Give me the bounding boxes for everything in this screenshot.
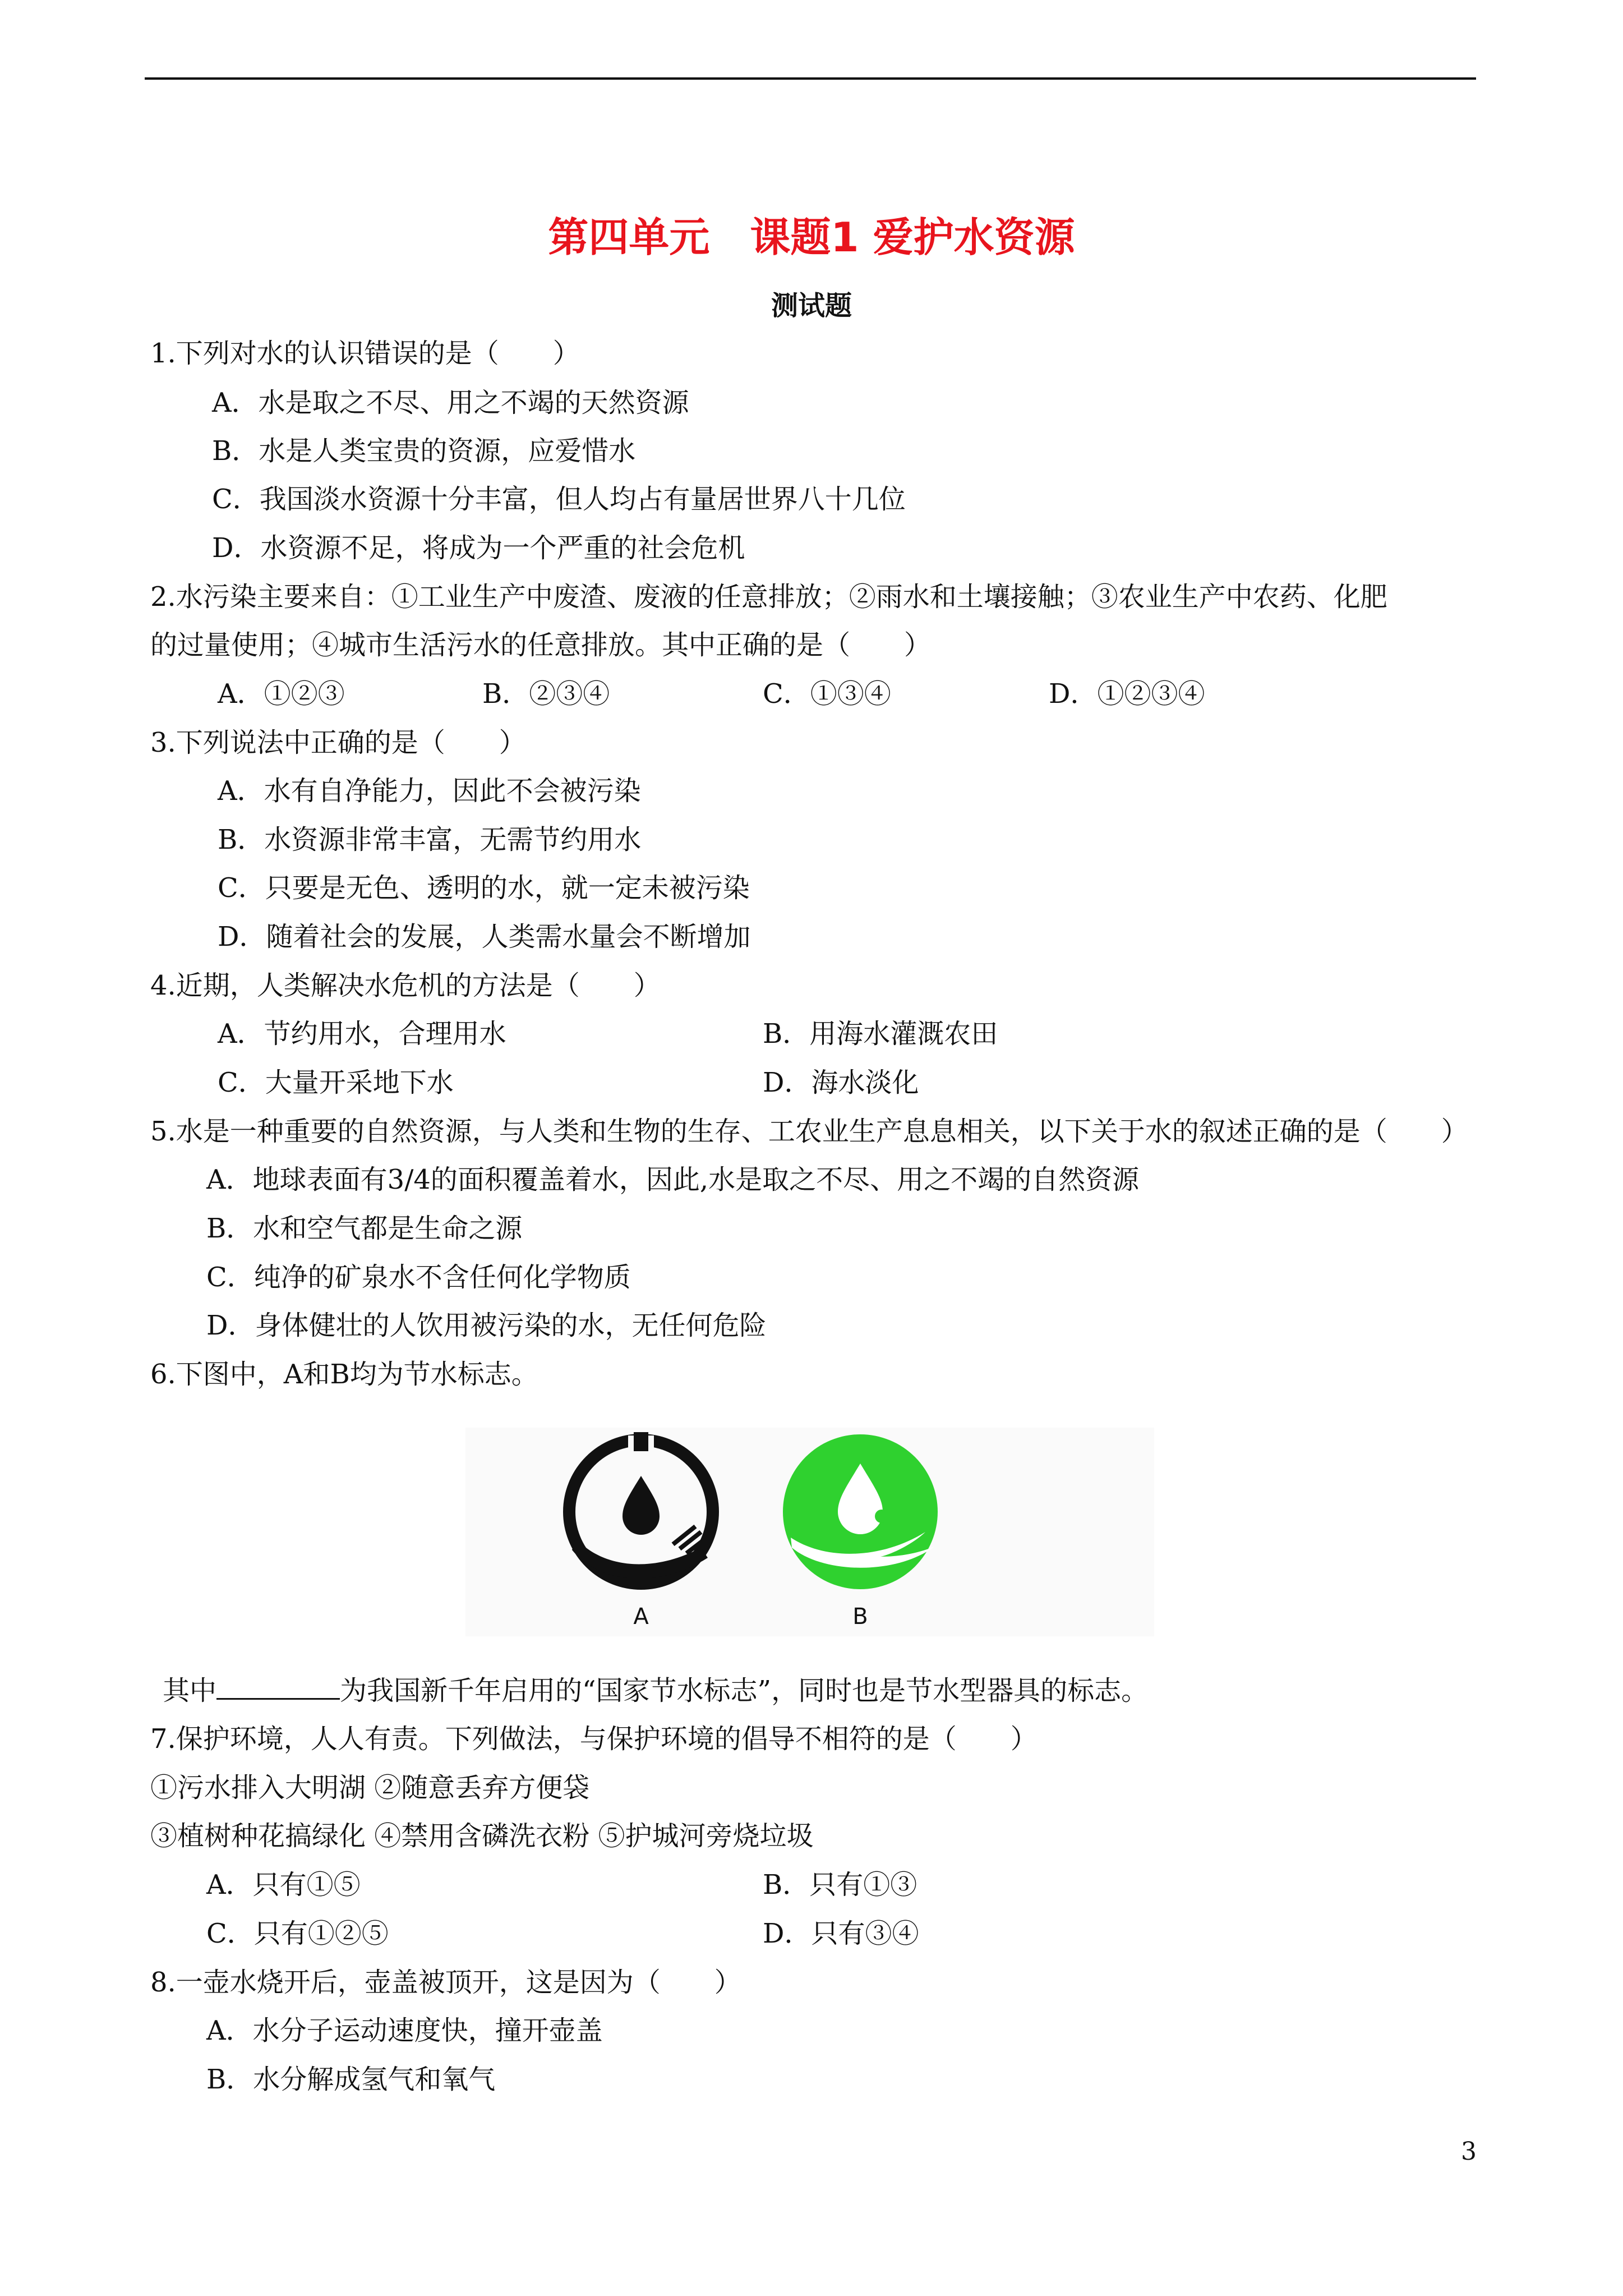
- q2-stem-line1: 2.水污染主要来自：①工业生产中废渣、废液的任意排放；②雨水和土壤接触；③农业生产中农药、化肥: [150, 581, 1387, 613]
- logo-a-label: A: [633, 1604, 649, 1630]
- q8-option-b: B．水分解成氢气和氧气: [206, 2064, 496, 2095]
- q1-option-c: C．我国淡水资源十分丰富，但人均占有量居世界八十几位: [212, 484, 906, 515]
- q8-stem: 8.一壶水烧开后，壶盖被顶开，这是因为（ ）: [150, 1967, 741, 1998]
- q2-option-c: C．①③④: [763, 678, 891, 710]
- q1-option-b: B．水是人类宝贵的资源，应爱惜水: [212, 435, 636, 467]
- q3-option-d: D．随着社会的发展，人类需水量会不断增加: [218, 921, 751, 953]
- q4-stem: 4.近期，人类解决水危机的方法是（ ）: [150, 970, 661, 1001]
- q7-items-line2: ③植树种花搞绿化 ④禁用含磷洗衣粉 ⑤护城河旁烧垃圾: [150, 1820, 814, 1852]
- q6-fill-after: 为我国新千年启用的“国家节水标志”，同时也是节水型器具的标志。: [340, 1675, 1149, 1706]
- q7-option-a: A．只有①⑤: [206, 1869, 361, 1901]
- q2-stem-line2: 的过量使用；④城市生活污水的任意排放。其中正确的是（ ）: [150, 629, 932, 661]
- q7-items-line1: ①污水排入大明湖 ②随意丢弃方便袋: [150, 1772, 590, 1803]
- q2-option-b: B．②③④: [482, 678, 610, 710]
- q8-option-a: A．水分子运动速度快，撞开壶盖: [206, 2015, 603, 2046]
- q6-fill-before: 其中: [163, 1675, 217, 1706]
- q7-option-b: B．只有①③: [763, 1869, 917, 1901]
- q4-option-d: D．海水淡化: [763, 1067, 919, 1098]
- q4-option-b: B．用海水灌溉农田: [763, 1018, 998, 1050]
- header-rule: [145, 77, 1476, 80]
- q7-option-d: D．只有③④: [763, 1918, 919, 1949]
- q5-option-c: C．纯净的矿泉水不含任何化学物质: [206, 1262, 631, 1293]
- logo-b-icon: [783, 1434, 938, 1589]
- q3-option-b: B．水资源非常丰富，无需节约用水: [218, 824, 642, 855]
- q5-option-d: D．身体健壮的人饮用被污染的水，无任何危险: [206, 1310, 767, 1341]
- q6-answer-blank[interactable]: [216, 1673, 340, 1700]
- q6-stem: 6.下图中，A和B均为节水标志。: [150, 1359, 538, 1390]
- q1-option-d: D．水资源不足，将成为一个严重的社会危机: [212, 532, 745, 564]
- q3-option-c: C．只要是无色、透明的水，就一定未被污染: [218, 872, 750, 904]
- q7-stem: 7.保护环境，人人有责。下列做法，与保护环境的倡导不相符的是（ ）: [150, 1723, 1038, 1755]
- water-saving-logos-figure: [465, 1428, 1154, 1636]
- logos-svg: [465, 1428, 1154, 1636]
- q7-option-c: C．只有①②⑤: [206, 1918, 389, 1949]
- page-subtitle: 测试题: [771, 290, 852, 321]
- q1-stem: 1.下列对水的认识错误的是（ ）: [150, 338, 580, 369]
- q2-option-a: A．①②③: [218, 678, 345, 710]
- q2-option-d: D．①②③④: [1049, 678, 1205, 710]
- q5-option-b: B．水和空气都是生命之源: [206, 1213, 523, 1244]
- logo-a-icon: [569, 1432, 713, 1584]
- logo-b-label: B: [852, 1604, 868, 1630]
- page-title: 第四单元 课题1 爱护水资源: [548, 214, 1075, 261]
- q3-stem: 3.下列说法中正确的是（ ）: [150, 727, 526, 758]
- q1-option-a: A．水是取之不尽、用之不竭的天然资源: [212, 387, 689, 418]
- q5-stem: 5.水是一种重要的自然资源，与人类和生物的生存、工农业生产息息相关，以下关于水的叙述正确的是（ ）: [150, 1116, 1468, 1147]
- q4-option-c: C．大量开采地下水: [218, 1067, 454, 1098]
- q5-option-a: A．地球表面有3/4的面积覆盖着水，因此,水是取之不尽、用之不竭的自然资源: [206, 1164, 1140, 1195]
- q4-option-a: A．节约用水，合理用水: [218, 1018, 506, 1050]
- page-number: 3: [1461, 2137, 1477, 2166]
- q6-fill-sentence: [163, 1673, 1148, 1708]
- q3-option-a: A．水有自净能力，因此不会被污染: [218, 775, 641, 807]
